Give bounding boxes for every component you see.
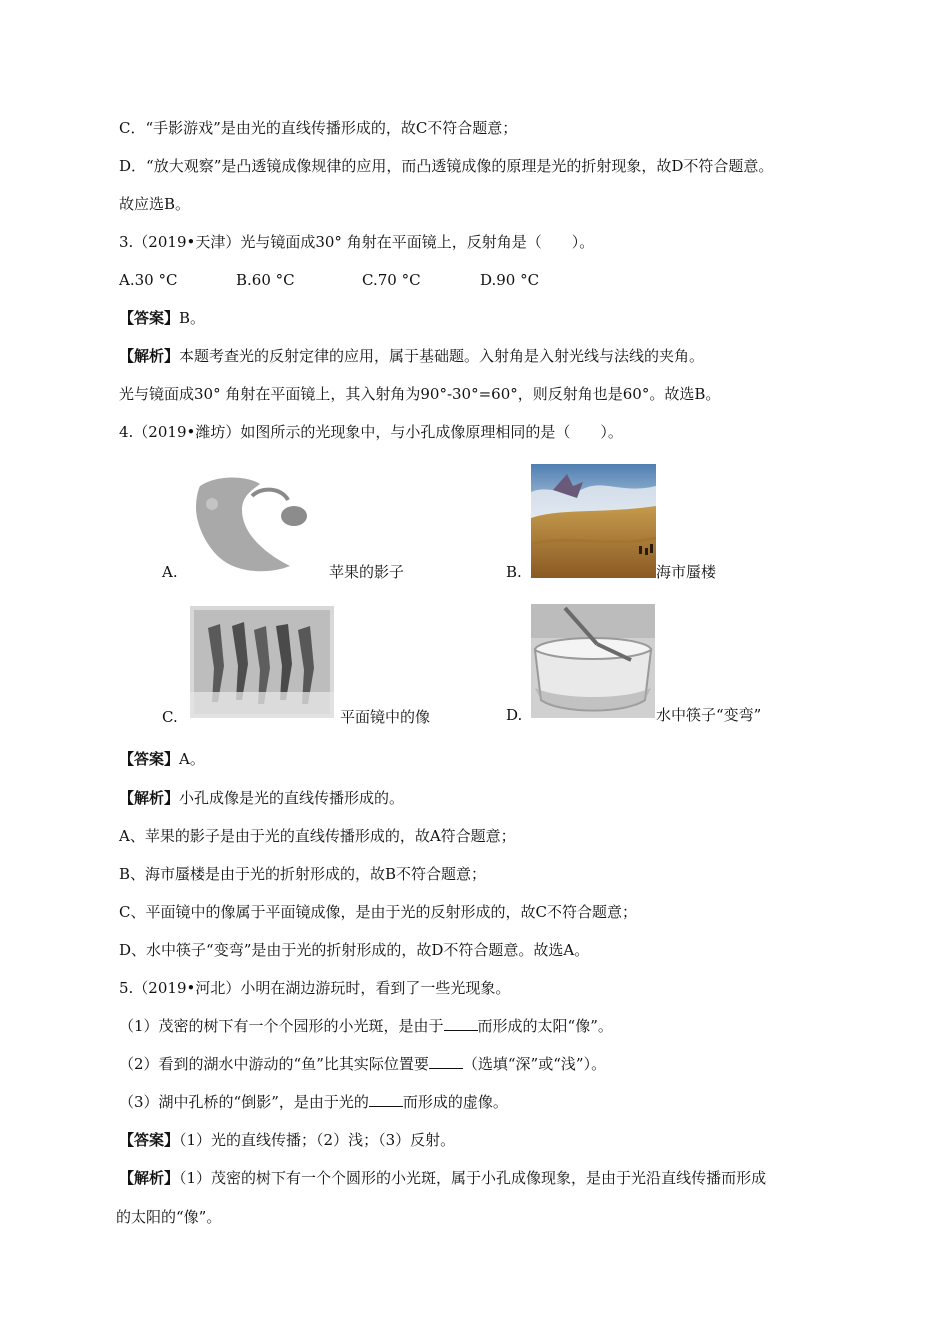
option-a: A.30 °C [119, 271, 178, 289]
text-line: 故应选B。 [119, 195, 191, 213]
fill-blank [429, 1054, 463, 1069]
chopsticks-in-water-image [531, 604, 655, 718]
figure-a-label: A. [162, 563, 178, 581]
figure-b-label: B. [506, 563, 522, 581]
question-3: 3.（2019•天津）光与镜面成30° 角射在平面镜上，反射角是（ ）。 [119, 233, 595, 251]
answer-text: （1）光的直线传播；（2）浅；（3）反射。 [179, 1131, 456, 1149]
figure-b-caption: 海市蜃楼 [656, 563, 717, 581]
text-line: C、平面镜中的像属于平面镜成像，是由于光的反射形成的，故C不符合题意； [119, 903, 637, 921]
fill-blank [444, 1016, 478, 1031]
figure-c-label: C. [162, 708, 178, 726]
answer-text: B。 [179, 309, 206, 327]
mirage-image [531, 464, 656, 578]
analysis-line [119, 346, 704, 366]
apple-shadow-image [190, 474, 316, 576]
text-line: A、苹果的影子是由于光的直线传播形成的，故A符合题意； [119, 827, 516, 845]
question-5-part-3 [119, 1092, 508, 1112]
analysis-tag: 【解析】 [119, 789, 180, 807]
text-segment: （3）湖中孔桥的“倒影”，是由于光的 [119, 1093, 369, 1111]
text-line: B、海市蜃楼是由于光的折射形成的，故B不符合题意； [119, 865, 487, 883]
analysis-tag: 【解析】 [119, 1169, 180, 1187]
answer-line [119, 308, 205, 328]
analysis-line [119, 1168, 766, 1188]
text-segment: （选填“深”或“浅”）。 [462, 1055, 607, 1073]
text-segment: 而形成的太阳“像”。 [477, 1017, 613, 1035]
answer-line [119, 749, 205, 769]
analysis-text: 小孔成像是光的直线传播形成的。 [179, 789, 405, 807]
option-c: C.70 °C [362, 271, 421, 289]
text-line: D．“放大观察”是凸透镜成像规律的应用，而凸透镜成像的原理是光的折射现象，故D不符合题意。 [119, 157, 774, 175]
text-segment: 而形成的虚像。 [402, 1093, 508, 1111]
question-5: 5.（2019•河北）小明在湖边游玩时，看到了一些光现象。 [119, 979, 511, 997]
option-d: D.90 °C [480, 271, 540, 289]
question-5-part-1 [119, 1016, 613, 1036]
answer-tag: 【答案】 [119, 750, 180, 768]
analysis-text: 本题考查光的反射定律的应用，属于基础题。入射角是入射光线与法线的夹角。 [179, 347, 705, 365]
analysis-text: （1）茂密的树下有一个个圆形的小光斑，属于小孔成像现象，是由于光沿直线传播而形成 [179, 1169, 767, 1187]
text-line: D、水中筷子“变弯”是由于光的折射形成的，故D不符合题意。故选A。 [119, 941, 590, 959]
option-b: B.60 °C [236, 271, 295, 289]
analysis-line [119, 788, 404, 808]
text-segment: （1）茂密的树下有一个个园形的小光斑，是由于 [119, 1017, 444, 1035]
figure-d-label: D. [506, 706, 523, 724]
text-segment: （2）看到的湖水中游动的“鱼”比其实际位置要 [119, 1055, 429, 1073]
answer-line [119, 1130, 455, 1150]
analysis-line: 光与镜面成30° 角射在平面镜上，其入射角为90°-30°=60°，则反射角也是60°。故选B。 [119, 385, 721, 403]
question-3-options [119, 270, 539, 290]
question-5-part-2 [119, 1054, 606, 1074]
figure-c-caption: 平面镜中的像 [340, 708, 431, 726]
mirror-image-photo [190, 606, 334, 718]
answer-tag: 【答案】 [119, 1131, 180, 1149]
analysis-tag: 【解析】 [119, 347, 180, 365]
figure-d-caption: 水中筷子“变弯” [656, 706, 762, 724]
figure-a-caption: 苹果的影子 [329, 563, 405, 581]
answer-text: A。 [179, 750, 205, 768]
fill-blank [369, 1092, 403, 1107]
question-4: 4.（2019•潍坊）如图所示的光现象中，与小孔成像原理相同的是（ ）。 [119, 423, 623, 441]
answer-tag: 【答案】 [119, 309, 180, 327]
text-line: C．“手影游戏”是由光的直线传播形成的，故C不符合题意； [119, 119, 518, 137]
text-line: 的太阳的“像”。 [116, 1208, 222, 1226]
